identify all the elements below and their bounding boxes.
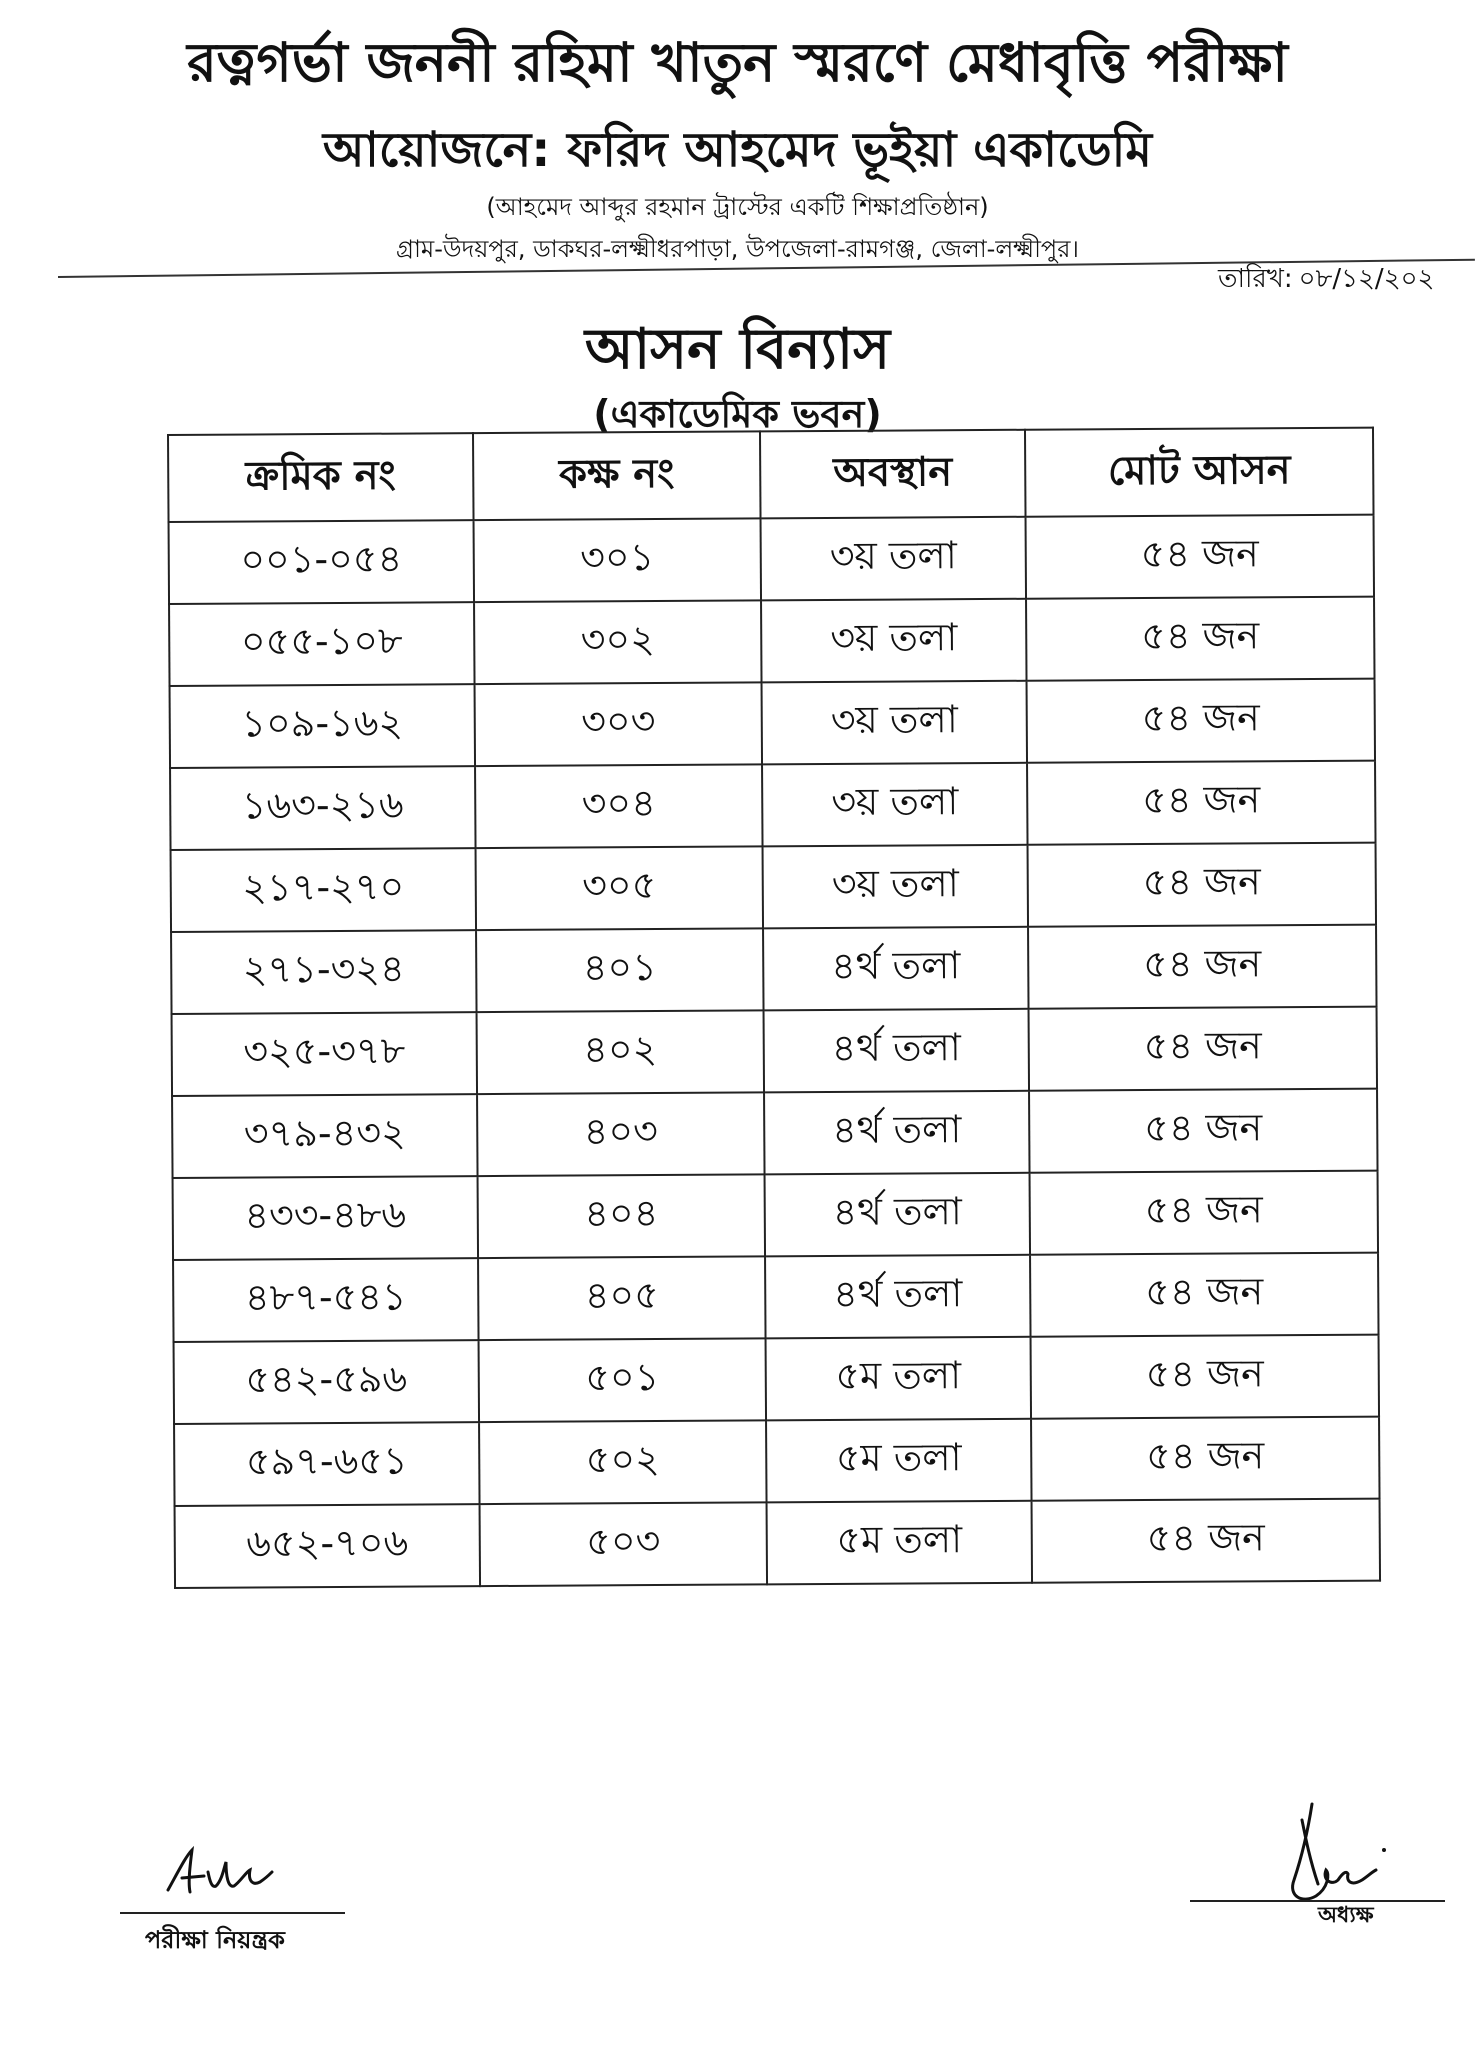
floor-location: ৩য় তলা: [763, 845, 1028, 929]
signature-line-left: [120, 1912, 345, 1914]
floor-location: ৫ম তলা: [767, 1501, 1032, 1585]
seat-count: ৫৪ জন: [1026, 597, 1374, 681]
exam-controller-signature: [160, 1842, 280, 1902]
seat-count: ৫৪ জন: [1030, 1171, 1378, 1255]
seat-count: ৫৪ জন: [1028, 925, 1376, 1009]
serial-range: ১৬৩-২১৬: [170, 766, 475, 850]
floor-location: ৪র্থ তলা: [764, 1009, 1029, 1093]
serial-range: ২৭১-৩২৪: [171, 930, 476, 1014]
room-number: ৫০১: [479, 1338, 766, 1422]
exam-title: রত্নগর্ভা জননী রহিমা খাতুন স্মরণে মেধাবৃত্তি পরীক্ষা: [187, 31, 1288, 94]
room-number: ৩০৪: [475, 764, 762, 848]
table-row: [175, 1499, 1380, 1588]
room-number: ৪০২: [477, 1010, 764, 1094]
trust-note: (আহমেদ আব্দুর রহমান ট্রাস্টের একটি শিক্ষাপ্রতিষ্ঠান): [486, 193, 989, 221]
header-total-seats: মোট আসন: [1025, 428, 1374, 517]
table-row: [173, 1253, 1378, 1342]
table-row: [172, 1007, 1377, 1096]
seat-plan-table: [167, 427, 1381, 1589]
principal-signature: [1272, 1800, 1402, 1910]
table-row: [171, 843, 1376, 932]
table-row: [172, 1089, 1377, 1178]
seat-count: ৫৪ জন: [1030, 1253, 1378, 1337]
floor-location: ৫ম তলা: [766, 1419, 1031, 1503]
header-location: অবস্থান: [760, 430, 1026, 519]
serial-range: ৫৪২-৫৯৬: [174, 1340, 479, 1424]
table-row: [171, 925, 1376, 1014]
serial-range: ২১৭-২৭০: [171, 848, 476, 932]
floor-location: ৩য় তলা: [762, 681, 1027, 765]
seat-count: ৫৪ জন: [1032, 1499, 1380, 1583]
date-value: ০৮/১২/২০২: [1298, 264, 1435, 294]
serial-range: ৪৩৩-৪৮৬: [173, 1176, 478, 1260]
date-label: তারিখ:: [1218, 264, 1293, 294]
serial-range: ০৫৫-১০৮: [169, 602, 474, 686]
floor-location: ৪র্থ তলা: [765, 1173, 1030, 1257]
floor-location: ৪র্থ তলা: [764, 1091, 1029, 1175]
room-number: ৩০১: [474, 518, 761, 602]
principal-label: অধ্যক্ষ: [1318, 1903, 1374, 1928]
seat-count: ৫৪ জন: [1031, 1335, 1379, 1419]
room-number: ৩০৫: [476, 846, 763, 930]
room-number: ৫০৩: [480, 1502, 767, 1586]
table-row: [169, 515, 1374, 604]
table-row: [173, 1171, 1378, 1260]
date-line: [1218, 262, 1434, 296]
seat-count: ৫৪ জন: [1026, 515, 1374, 599]
exam-controller-label: পরীক্ষা নিয়ন্ত্রক: [145, 1926, 285, 1954]
seat-count: ৫৪ জন: [1029, 1089, 1377, 1173]
floor-location: ৪র্থ তলা: [765, 1255, 1030, 1339]
room-number: ৪০৩: [477, 1092, 764, 1176]
room-number: ৩০৩: [475, 682, 762, 766]
table-row: [174, 1335, 1379, 1424]
floor-location: ৪র্থ তলা: [763, 927, 1028, 1011]
floor-location: ৩য় তলা: [761, 599, 1026, 683]
seat-count: ৫৪ জন: [1027, 761, 1375, 845]
serial-range: ৬৫২-৭০৬: [175, 1504, 480, 1588]
serial-range: ০০১-০৫৪: [169, 520, 474, 604]
table-header-row: [168, 428, 1374, 522]
floor-location: ৩য় তলা: [761, 517, 1026, 601]
floor-location: ৩য় তলা: [762, 763, 1027, 847]
table-row: [170, 761, 1375, 850]
serial-range: ৪৮৭-৫৪১: [173, 1258, 478, 1342]
seat-count: ৫৪ জন: [1027, 679, 1375, 763]
room-number: ৪০১: [476, 928, 763, 1012]
serial-range: ৫৯৭-৬৫১: [174, 1422, 479, 1506]
seat-count: ৫৪ জন: [1031, 1417, 1379, 1501]
building-subtitle: (একাডেমিক ভবন): [593, 392, 882, 436]
serial-range: ৩৭৯-৪৩২: [172, 1094, 477, 1178]
serial-range: ১০৯-১৬২: [170, 684, 475, 768]
address-line: গ্রাম-উদয়পুর, ডাকঘর-লক্ষ্মীধরপাড়া, উপজেলা-রামগঞ্জ, জেলা-লক্ষ্মীপুর।: [395, 235, 1080, 263]
table-row: [174, 1417, 1379, 1506]
room-number: ৩০২: [474, 600, 761, 684]
table-row: [169, 597, 1374, 686]
room-number: ৪০৪: [478, 1174, 765, 1258]
organizer-line: আয়োজনে: ফরিদ আহমেদ ভূইয়া একাডেমি: [322, 122, 1153, 178]
seat-count: ৫৪ জন: [1028, 843, 1376, 927]
header-serial: ক্রমিক নং: [168, 433, 474, 522]
table-row: [170, 679, 1375, 768]
serial-range: ৩২৫-৩৭৮: [172, 1012, 477, 1096]
page-title: আসন বিন্যাস: [584, 317, 891, 382]
header-room: কক্ষ নং: [473, 431, 761, 520]
seat-count: ৫৪ জন: [1029, 1007, 1377, 1091]
room-number: ৫০২: [479, 1420, 766, 1504]
room-number: ৪০৫: [478, 1256, 765, 1340]
floor-location: ৫ম তলা: [766, 1337, 1031, 1421]
